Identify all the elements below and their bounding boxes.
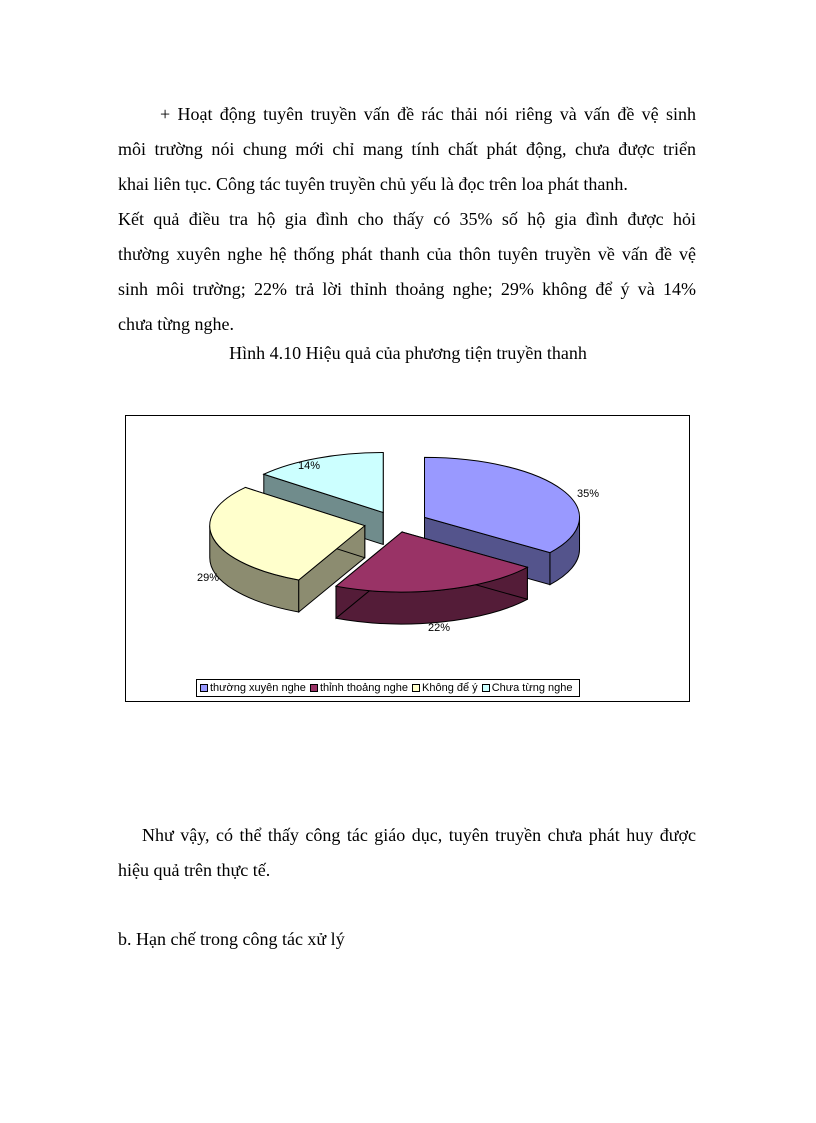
pie-chart: [125, 415, 690, 702]
text-line: thường xuyên nghe hệ thống phát thanh của thôn tuyên truyền về vấn đề vệ: [118, 244, 696, 264]
text-line: chưa từng nghe.: [118, 314, 234, 334]
section-heading: b. Hạn chế trong công tác xử lý: [118, 929, 345, 949]
legend-label: Chưa từng nghe: [491, 682, 573, 694]
text-line: sinh môi trường; 22% trả lời thỉnh thoảng nghe; 29% không để ý và 14%: [118, 279, 696, 299]
legend-label: Không để ý: [422, 682, 478, 694]
data-label: 35%: [576, 488, 600, 500]
legend-swatch: [310, 684, 318, 692]
text-line: + Hoạt động tuyên truyền vấn đề rác thải nói riêng và vấn đề vệ sinh: [160, 104, 696, 124]
paragraph-propaganda: [118, 97, 696, 202]
text-line: Kết quả điều tra hộ gia đình cho thấy có 35% số hộ gia đình được hỏi: [118, 209, 696, 229]
chart-legend: [196, 679, 580, 697]
text-line: môi trường nói chung mới chỉ mang tính chất phát động, chưa được triển: [118, 139, 696, 159]
legend-label: thường xuyên nghe: [210, 682, 306, 694]
legend-item: [310, 682, 408, 694]
legend-swatch: [412, 684, 420, 692]
data-label: 14%: [297, 460, 321, 472]
paragraph-survey-results: [118, 202, 696, 342]
data-label: 29%: [196, 572, 220, 584]
data-label: 22%: [427, 622, 451, 634]
legend-swatch: [482, 684, 490, 692]
legend-item: [482, 682, 573, 694]
legend-swatch: [200, 684, 208, 692]
text-line: Như vậy, có thể thấy công tác giáo dục, tuyên truyền chưa phát huy được: [142, 825, 696, 845]
pie-chart-svg: [126, 416, 689, 701]
figure-caption: Hình 4.10 Hiệu quả của phương tiện truyền thanh: [229, 343, 587, 363]
legend-item: [412, 682, 478, 694]
legend-label: thỉnh thoảng nghe: [319, 682, 409, 694]
text-line: hiệu quả trên thực tế.: [118, 860, 271, 880]
legend-item: [200, 682, 306, 694]
text-line: khai liên tục. Công tác tuyên truyền chủ yếu là đọc trên loa phát thanh.: [118, 174, 628, 194]
paragraph-conclusion: [118, 818, 696, 888]
